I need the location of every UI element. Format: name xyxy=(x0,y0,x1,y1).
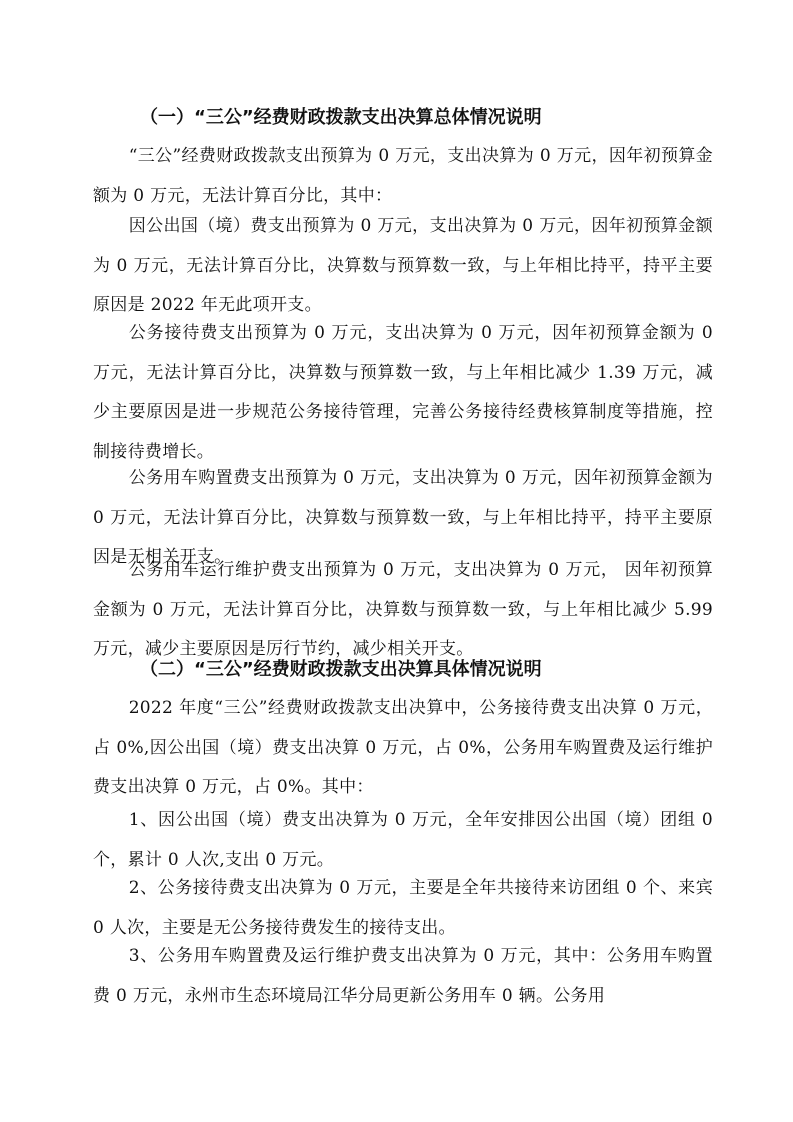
section-heading-details: （二）“三公”经费财政拨款支出决算具体情况说明 xyxy=(140,659,542,680)
paragraph-item-3: 3、公务用车购置费及运行维护费支出决算为 0 万元，其中：公务用车购置费 0 万元，永州市生态环境局江华分局更新公务用车 0 辆。公务用 xyxy=(93,946,713,1006)
paragraph-vehicle-purchase: 公务用车购置费支出预算为 0 万元，支出决算为 0 万元，因年初预算金额为 0 万元，无法计算百分比，决算数与预算数一致，与上年相比持平，持平主要原因是无相关开支。 xyxy=(93,468,713,567)
paragraph-reception: 公务接待费支出预算为 0 万元，支出决算为 0 万元，因年初预算金额为 0 万元，无法计算百分比，决算数与预算数一致，与上年相比减少 1.39 万元，减少主要原因是进一步规范公务接待管理，完善公务接待经费核算制度等措施，控制接待费增长。 xyxy=(93,323,713,462)
paragraph-overall-summary: “三公”经费财政拨款支出预算为 0 万元，支出决算为 0 万元，因年初预算金额为 0 万元，无法计算百分比，其中： xyxy=(93,146,713,206)
paragraph-item-1: 1、因公出国（境）费支出决算为 0 万元，全年安排因公出国（境）团组 0 个，累计 0 人次,支出 0 万元。 xyxy=(93,810,713,870)
paragraph-item-2: 2、公务接待费支出决算为 0 万元，主要是全年共接待来访团组 0 个、来宾 0 人次，主要是无公务接待费发生的接待支出。 xyxy=(93,878,713,938)
paragraph-details-summary: 2022 年度“三公”经费财政拨款支出决算中，公务接待费支出决算 0 万元，占 0%,因公出国（境）费支出决算 0 万元，占 0%，公务用车购置费及运行维护费支出决算 0 万元，占 0%。其中： xyxy=(93,698,713,797)
paragraph-overseas-travel: 因公出国（境）费支出预算为 0 万元，支出决算为 0 万元，因年初预算金额为 0 万元，无法计算百分比，决算数与预算数一致，与上年相比持平，持平主要原因是 2022 年无此项开支。 xyxy=(93,216,713,315)
section-heading-overall: （一）“三公”经费财政拨款支出决算总体情况说明 xyxy=(140,107,542,128)
paragraph-vehicle-maintenance: 公务用车运行维护费支出预算为 0 万元，支出决算为 0 万元， 因年初预算金额为 0 万元，无法计算百分比，决算数与预算数一致，与上年相比减少 5.99 万元，减少主要原因是厉行节约，减少相关开支。 xyxy=(93,560,713,659)
